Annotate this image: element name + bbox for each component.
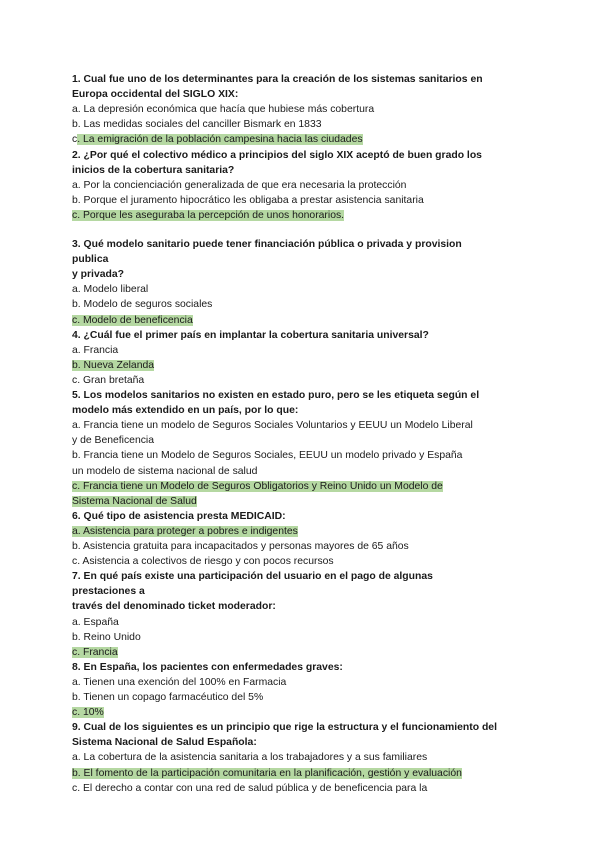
question-5-option-a — [72, 434, 154, 448]
question-3-option-b — [72, 298, 212, 312]
question-8-option-b — [72, 691, 263, 705]
question-2-option-a — [72, 179, 406, 193]
line-text: publica — [72, 254, 109, 266]
question-2-option-c-correct — [72, 209, 344, 223]
line-text: a. Modelo liberal — [72, 284, 149, 296]
question-6-option-b — [72, 540, 409, 554]
question-3-option-a — [72, 283, 148, 297]
line-text: a. Por la concienciación generalizada de que era necesaria la protección — [72, 179, 407, 191]
question-5-option-a — [72, 419, 473, 433]
line-text: c. Gran bretaña — [72, 374, 145, 386]
question-7-option-a — [72, 616, 119, 630]
question-9-text — [72, 736, 257, 750]
question-9-option-b-correct — [72, 767, 462, 781]
line-text: b. Tienen un copago farmacéutico del 5% — [72, 692, 264, 703]
line-text: b. Las medidas sociales del canciller Bismark en 1833 — [72, 119, 322, 131]
highlighted-answer-text: c. Francia tiene un Modelo de Seguros Obligatorios y Reino Unido un Modelo de — [72, 480, 443, 492]
line-text: b. Asistencia gratuita para incapacitados y personas mayores de 65 años — [72, 541, 409, 552]
question-5-option-b — [72, 465, 257, 479]
highlighted-answer-text: c. Porque les aseguraba la percepción de unos honorarios. — [72, 209, 345, 221]
question-1-option-c-correct — [72, 133, 363, 147]
question-5-option-c-correct — [72, 495, 197, 509]
question-3-text — [72, 253, 108, 267]
question-5-option-c-correct — [72, 480, 443, 494]
line-text: a. La depresión económica que hacía que hubiese más cobertura — [72, 104, 375, 116]
question-3-text — [72, 238, 462, 252]
line-text: través del denominado ticket moderador: — [72, 601, 276, 613]
question-1-option-b — [72, 118, 322, 132]
line-text: c. Asistencia a colectivos de riesgo y con pocos recursos — [72, 556, 334, 568]
question-2-text — [72, 164, 234, 178]
question-3-text — [72, 268, 124, 282]
question-7-option-b — [72, 631, 141, 645]
line-text: 5. Los modelos sanitarios no existen en estado puro, pero se les etiqueta según el — [72, 390, 480, 401]
question-6-option-a-correct — [72, 525, 298, 539]
line-text: a. La cobertura de la asistencia sanitaria a los trabajadores y a sus familiares — [72, 752, 428, 764]
line-text: a. España — [72, 616, 119, 628]
question-7-text — [72, 585, 145, 599]
highlighted-answer-text: b. El fomento de la participación comunitaria en la planificación, gestión y evaluación — [72, 767, 462, 779]
line-text: 6. Qué tipo de asistencia presta MEDICAID: — [72, 510, 286, 522]
line-text: a. Tienen una exención del 100% en Farmacia — [72, 676, 287, 688]
question-5-text — [72, 389, 479, 403]
question-9-text — [72, 721, 497, 735]
line-text: c. El derecho a contar con una red de salud pública y de beneficencia para la — [72, 782, 428, 794]
highlighted-answer-text: . La emigración de la población campesina hacia las ciudades — [77, 134, 363, 146]
question-6-option-c — [72, 555, 334, 569]
line-text: 8. En España, los pacientes con enfermedades graves: — [72, 661, 343, 673]
line-text: b. Reino Unido — [72, 631, 141, 643]
line-text: 2. ¿Por qué el colectivo médico a principios del siglo XIX aceptó de buen grado los — [72, 149, 482, 161]
highlighted-answer-text: c. Modelo de beneficencia — [72, 314, 193, 326]
option-prefix: c — [72, 134, 78, 146]
highlighted-answer-text: c. Francia — [72, 646, 118, 658]
question-4-option-b-correct — [72, 359, 154, 373]
question-2-text — [72, 149, 482, 163]
line-text: un modelo de sistema nacional de salud — [72, 465, 258, 477]
line-text: inicios de la cobertura sanitaria? — [72, 164, 235, 176]
line-text: y privada? — [72, 269, 124, 281]
highlighted-answer-text: b. Nueva Zelanda — [72, 359, 155, 371]
highlighted-answer-text: a. Asistencia para proteger a pobres e indigentes — [72, 525, 298, 537]
question-7-text — [72, 570, 433, 584]
highlighted-answer-text: c. 10% — [72, 707, 104, 719]
question-8-text — [72, 661, 343, 675]
line-text: b. Porque el juramento hipocrático les obligaba a prestar asistencia sanitaria — [72, 194, 424, 206]
question-7-option-c-correct — [72, 646, 118, 660]
line-text: b. Modelo de seguros sociales — [72, 299, 213, 311]
line-text: 4. ¿Cuál fue el primer país en implantar la cobertura sanitaria universal? — [72, 329, 429, 341]
line-text: y de Beneficencia — [72, 435, 155, 447]
line-text: 9. Cual de los siguientes es un principio que rige la estructura y el funcionamiento del — [72, 722, 497, 734]
question-4-option-c — [72, 374, 144, 388]
highlighted-answer-text: Sistema Nacional de Salud — [72, 495, 197, 507]
line-text: Europa occidental del SIGLO XIX: — [72, 89, 239, 101]
question-1-text — [72, 73, 483, 87]
question-4-text — [72, 329, 429, 343]
question-3-option-c-correct — [72, 314, 193, 328]
question-7-text — [72, 600, 276, 614]
question-5-text — [72, 404, 298, 418]
line-text: 7. En qué país existe una participación del usuario en el pago de algunas — [72, 571, 433, 583]
line-text: 3. Qué modelo sanitario puede tener financiación pública o privada y provision — [72, 239, 462, 250]
question-9-option-c — [72, 782, 427, 796]
line-text: Sistema Nacional de Salud Española: — [72, 737, 257, 749]
question-8-option-c-correct — [72, 706, 104, 720]
line-text: a. Francia tiene un modelo de Seguros Sociales Voluntarios y EEUU un Modelo Liberal — [72, 420, 473, 432]
line-text: b. Francia tiene un Modelo de Seguros Sociales, EEUU un modelo privado y España — [72, 450, 463, 462]
line-text: a. Francia — [72, 344, 119, 356]
question-6-text — [72, 510, 286, 524]
line-text: 1. Cual fue uno de los determinantes para la creación de los sistemas sanitarios en — [72, 74, 483, 85]
line-text: modelo más extendido en un país, por lo que: — [72, 405, 299, 417]
question-1-text — [72, 88, 238, 102]
question-4-option-a — [72, 344, 118, 358]
line-text: prestaciones a — [72, 586, 145, 598]
question-2-option-b — [72, 194, 424, 208]
question-1-option-a — [72, 103, 374, 117]
question-9-option-a — [72, 751, 427, 765]
question-8-option-a — [72, 676, 286, 690]
question-5-option-b — [72, 449, 462, 463]
